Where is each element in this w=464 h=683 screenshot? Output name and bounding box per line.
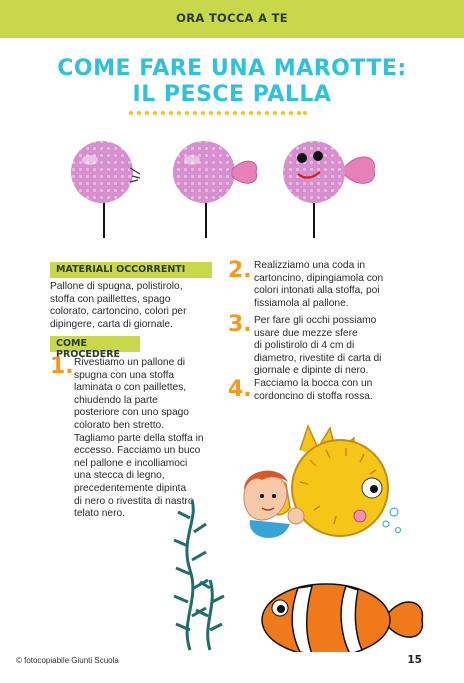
seaweed-illustration xyxy=(174,500,224,650)
step-line: cartoncino, dipingiamola con xyxy=(254,272,384,284)
step-line: Facciamo la bocca con un xyxy=(254,378,373,389)
dotted-underline xyxy=(128,110,308,116)
step-line: Tagliamo parte della stoffa in xyxy=(74,432,204,444)
step-line: di nero o rivestita di nastro xyxy=(74,495,194,507)
step-line: una stecca di legno, xyxy=(74,470,165,482)
marotte-steps-illustration xyxy=(56,138,396,238)
marotte-step3-finished-fish xyxy=(283,141,374,238)
step-number: 3. xyxy=(228,312,252,337)
step-line: diametro, rivestite di carta di xyxy=(254,352,382,364)
step-line: precedentemente dipinta xyxy=(74,482,187,494)
step-line: Per fare gli occhi possiamo xyxy=(254,315,377,326)
step-line: posteriore con uno spago xyxy=(74,407,189,419)
materials-line: dipingere, carta di giornale. xyxy=(50,318,173,330)
step-line: eccesso. Facciamo un buco xyxy=(74,445,201,457)
materials-heading: MATERIALI OCCORRENTI xyxy=(50,262,212,278)
step-number: 1. xyxy=(50,354,74,379)
step-2-text xyxy=(254,260,402,310)
materials-line: stoffa con paillettes, spago xyxy=(50,293,171,305)
step-line: colorato ben stretto. xyxy=(74,419,165,431)
header-bar xyxy=(0,0,464,38)
header-label: ORA TOCCA A TE xyxy=(176,11,288,25)
clownfish-illustration xyxy=(262,584,422,652)
page-title-line1: COME FARE UNA MAROTTE: xyxy=(57,56,407,81)
step-line: telato nero. xyxy=(74,508,125,520)
step-line: colori intonati alla stoffa, poi xyxy=(254,285,380,297)
page-number: 15 xyxy=(407,654,422,666)
step-line: di polistirolo di 4 cm di xyxy=(254,340,355,352)
step-line: fissiamola al pallone. xyxy=(254,297,349,309)
page-title-line2: IL PESCE PALLA xyxy=(132,82,332,107)
step-line: spugna con una stoffa xyxy=(74,369,175,381)
step-3-text xyxy=(254,315,404,378)
step-line: giornale e dipinte di nero. xyxy=(254,365,369,377)
step-4-text xyxy=(254,378,404,403)
marotte-step1-ball xyxy=(71,141,140,238)
step-line: Realizziamo una coda in xyxy=(254,260,365,271)
step-line: nel pallone e incolliamoci xyxy=(74,457,188,469)
procedure-heading: COME PROCEDERE xyxy=(50,336,140,352)
materials-list xyxy=(50,281,215,331)
step-line: Rivestiamo un pallone di xyxy=(74,357,185,368)
pufferfish-illustration xyxy=(268,426,388,536)
kid-and-fish-illustration xyxy=(150,420,464,652)
step-line: chiudendo la parte xyxy=(74,394,158,406)
step-number: 2. xyxy=(228,258,252,283)
step-line: laminata o con paillettes, xyxy=(74,382,187,394)
step-line: cordoncino di stoffa rossa. xyxy=(254,390,373,402)
materials-line: colorato, cartoncino, colori per xyxy=(50,306,187,318)
materials-line: Pallone di spugna, polistirolo, xyxy=(50,281,183,292)
marotte-step2-ball-with-tail xyxy=(173,141,257,238)
step-number: 4. xyxy=(228,377,252,402)
bubbles-illustration xyxy=(383,508,401,533)
step-line: usare due mezze sfere xyxy=(254,327,358,339)
copyright-notice: © fotocopiabile Giunti Scuola xyxy=(16,656,119,665)
